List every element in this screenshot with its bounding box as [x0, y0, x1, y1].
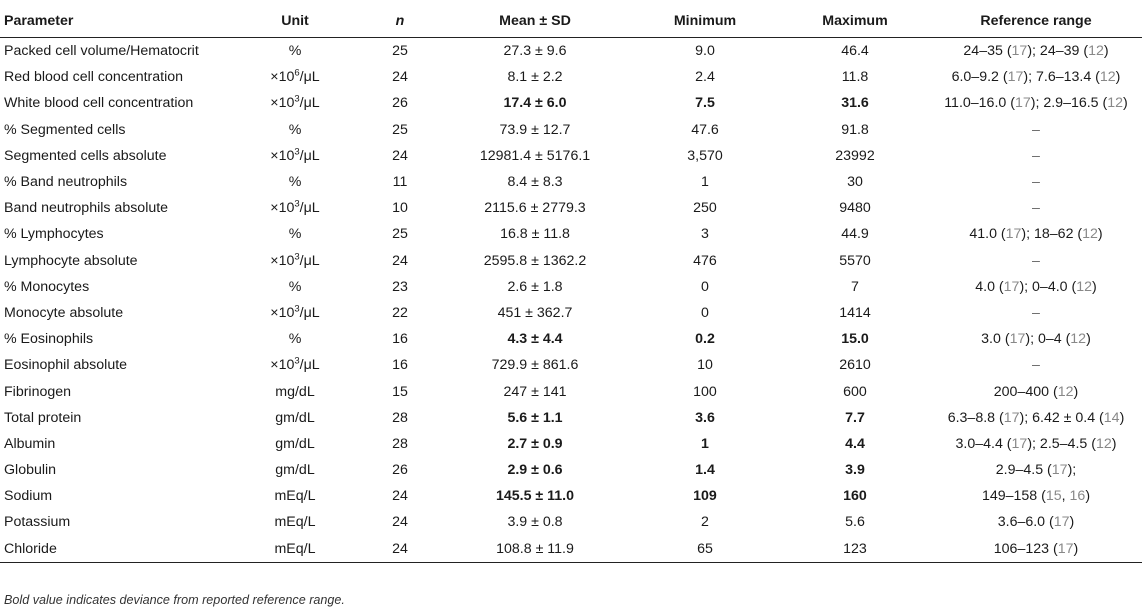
ref-citation: 17	[1011, 43, 1028, 60]
unit-suffix: /μL	[299, 95, 320, 112]
table-row	[0, 221, 1142, 247]
hematology-table	[0, 5, 1142, 563]
cell-maximum: 5570	[839, 252, 871, 269]
ref-text: 2.9–4.5 (	[995, 462, 1052, 479]
unit-prefix: ×10	[270, 69, 295, 86]
cell-mean-sd: 2.7 ± 0.9	[507, 435, 563, 452]
unit-suffix: /μL	[299, 357, 320, 374]
cell-minimum: 7.5	[695, 95, 715, 112]
cell-reference-range: –	[1032, 200, 1040, 217]
cell-reference-range: –	[1032, 121, 1040, 138]
cell-n: 24	[392, 514, 408, 531]
ref-text: )	[1086, 331, 1091, 348]
ref-text: ,	[1061, 488, 1070, 505]
cell-maximum: 1414	[839, 304, 871, 321]
unit-exponent: 6	[294, 67, 300, 79]
table-row	[0, 248, 1142, 274]
ref-text: )	[1123, 95, 1128, 112]
cell-parameter: Monocyte absolute	[4, 304, 124, 321]
cell-maximum: 600	[843, 383, 867, 400]
cell-parameter: Fibrinogen	[4, 383, 72, 400]
cell-mean-sd: 5.6 ± 1.1	[507, 409, 563, 426]
ref-text: 200–400 (	[993, 383, 1058, 400]
cell-reference-range: –	[1032, 304, 1040, 321]
cell-minimum: 47.6	[691, 121, 719, 138]
cell-n: 24	[392, 69, 408, 86]
ref-citation: 12	[1082, 226, 1098, 243]
cell-maximum: 23992	[835, 147, 875, 164]
cell-maximum: 7	[851, 278, 859, 295]
cell-n: 24	[360, 536, 440, 563]
ref-text: ); 7.6–13.4 (	[1023, 69, 1100, 86]
cell-maximum: 3.9	[845, 462, 865, 479]
cell-unit	[230, 300, 360, 326]
col-header-unit: Unit	[230, 5, 360, 38]
cell-maximum: 30	[847, 174, 863, 191]
col-header-minimum: Minimum	[630, 5, 780, 38]
ref-text: ); 6.42 ± 0.4 (	[1019, 409, 1104, 426]
ref-citation: 17	[1005, 226, 1022, 243]
table-row	[0, 536, 1142, 563]
cell-unit: %	[288, 174, 302, 191]
table-row	[0, 117, 1142, 143]
cell-mean-sd: 451 ± 362.7	[497, 304, 573, 321]
cell-minimum: 9.0	[695, 43, 715, 60]
ref-citation: 17	[1011, 435, 1028, 452]
cell-minimum: 250	[693, 200, 717, 217]
cell-maximum: 7.7	[845, 409, 865, 426]
unit-suffix: /μL	[299, 69, 320, 86]
cell-mean-sd: 145.5 ± 11.0	[495, 488, 574, 505]
cell-maximum: 31.6	[841, 95, 869, 112]
cell-unit: gm/dL	[275, 435, 315, 452]
cell-maximum: 91.8	[841, 121, 869, 138]
ref-text: )	[1073, 540, 1079, 557]
table-row	[0, 352, 1142, 378]
cell-unit: mEq/L	[230, 536, 360, 563]
col-header-maximum: Maximum	[780, 5, 930, 38]
table-row	[0, 64, 1142, 90]
cell-minimum: 1.4	[695, 462, 715, 479]
ref-text: ); 18–62 (	[1021, 226, 1083, 243]
unit-exponent: 3	[294, 198, 300, 210]
cell-n: 26	[392, 95, 408, 112]
cell-unit: mEq/L	[274, 514, 316, 531]
ref-citation: 17	[1003, 278, 1020, 295]
cell-n: 24	[392, 252, 408, 269]
cell-parameter: % Monocytes	[4, 278, 90, 295]
ref-text: )	[1069, 514, 1075, 531]
ref-citation: 16	[1069, 488, 1086, 505]
cell-reference-range	[930, 405, 1142, 431]
cell-n: 22	[392, 304, 408, 321]
cell-maximum: 11.8	[841, 69, 869, 86]
cell-n: 25	[392, 226, 408, 243]
cell-minimum: 2.4	[695, 69, 715, 86]
cell-minimum: 100	[693, 383, 717, 400]
ref-citation: 12	[1070, 331, 1087, 348]
unit-exponent: 3	[294, 146, 300, 158]
col-header-n: n	[360, 5, 440, 38]
ref-text: 3.6–6.0 (	[997, 514, 1054, 531]
ref-citation: 12	[1057, 383, 1074, 400]
unit-prefix: ×10	[270, 304, 295, 321]
cell-unit: mg/dL	[275, 383, 315, 400]
ref-citation: 12	[1095, 435, 1112, 452]
cell-unit: gm/dL	[275, 462, 315, 479]
ref-citation: 17	[1009, 331, 1026, 348]
unit-prefix: ×10	[270, 147, 295, 164]
cell-parameter: Chloride	[0, 536, 230, 563]
cell-minimum: 109	[693, 488, 717, 505]
unit-exponent: 3	[294, 250, 300, 262]
cell-minimum: 0	[701, 304, 709, 321]
ref-text: ); 2.5–4.5 (	[1027, 435, 1096, 452]
cell-minimum: 65	[630, 536, 780, 563]
ref-text: 6.0–9.2 (	[951, 69, 1008, 86]
cell-mean-sd: 2595.8 ± 1362.2	[483, 252, 587, 269]
ref-text: 106–123 (	[993, 540, 1058, 557]
cell-parameter: % Segmented cells	[4, 121, 126, 138]
cell-n: 24	[392, 488, 408, 505]
cell-mean-sd: 17.4 ± 6.0	[503, 95, 567, 112]
cell-unit: %	[288, 121, 302, 138]
cell-parameter: Packed cell volume/Hematocrit	[4, 43, 199, 60]
cell-mean-sd: 108.8 ± 11.9	[440, 536, 630, 563]
cell-mean-sd: 27.3 ± 9.6	[503, 43, 567, 60]
cell-maximum: 9480	[839, 200, 871, 217]
cell-parameter: Segmented cells absolute	[4, 147, 167, 164]
cell-mean-sd: 247 ± 141	[503, 383, 567, 400]
cell-reference-range	[930, 483, 1142, 509]
cell-reference-range	[930, 38, 1142, 65]
table-row	[0, 483, 1142, 509]
unit-suffix: /μL	[299, 200, 320, 217]
cell-reference-range	[930, 326, 1142, 352]
ref-text: ); 0–4.0 (	[1019, 278, 1077, 295]
unit-prefix: ×10	[270, 200, 295, 217]
table-row	[0, 274, 1142, 300]
ref-text: )	[1103, 43, 1109, 60]
cell-minimum: 0.2	[695, 331, 715, 348]
ref-text: )	[1119, 409, 1125, 426]
ref-text: )	[1085, 488, 1091, 505]
unit-suffix: /μL	[299, 304, 320, 321]
ref-text: ); 0–4 (	[1025, 331, 1071, 348]
table-row	[0, 378, 1142, 404]
ref-text: );	[1067, 462, 1077, 479]
cell-mean-sd: 8.4 ± 8.3	[507, 174, 563, 191]
ref-citation: 14	[1103, 409, 1120, 426]
cell-maximum: 46.4	[841, 43, 869, 60]
ref-citation: 17	[1014, 95, 1031, 112]
cell-n: 16	[392, 357, 408, 374]
cell-n: 11	[392, 174, 408, 191]
ref-text: 6.3–8.8 (	[947, 409, 1004, 426]
ref-text: )	[1115, 69, 1121, 86]
table-footnote: Bold value indicates deviance from reported reference range.	[4, 593, 345, 607]
table-header-row	[0, 5, 1142, 38]
ref-citation: 12	[1107, 95, 1124, 112]
cell-unit: mEq/L	[274, 488, 316, 505]
cell-reference-range	[930, 274, 1142, 300]
cell-reference-range: –	[1032, 174, 1040, 191]
cell-minimum: 0	[701, 278, 709, 295]
table-row	[0, 38, 1142, 65]
table-row	[0, 405, 1142, 431]
unit-suffix: /μL	[299, 252, 320, 269]
cell-minimum: 1	[701, 174, 709, 191]
unit-exponent: 3	[294, 355, 300, 367]
cell-maximum: 2610	[839, 357, 871, 374]
cell-n: 25	[392, 43, 408, 60]
cell-parameter: Lymphocyte absolute	[4, 252, 138, 269]
cell-mean-sd: 2.9 ± 0.6	[507, 462, 563, 479]
cell-unit	[230, 90, 360, 116]
ref-text: 3.0 (	[981, 331, 1010, 348]
cell-mean-sd: 8.1 ± 2.2	[507, 69, 563, 86]
cell-parameter: Total protein	[4, 409, 82, 426]
ref-text: 24–35 (	[963, 43, 1012, 60]
table-row	[0, 457, 1142, 483]
cell-unit: %	[288, 43, 302, 60]
cell-parameter: % Lymphocytes	[4, 226, 104, 243]
cell-maximum: 160	[843, 488, 867, 505]
cell-reference-range: –	[1032, 252, 1040, 269]
ref-text: 149–158 (	[981, 488, 1046, 505]
cell-n: 25	[392, 121, 408, 138]
cell-mean-sd: 729.9 ± 861.6	[491, 357, 579, 374]
cell-reference-range	[930, 536, 1142, 563]
cell-unit: %	[288, 278, 302, 295]
cell-maximum: 4.4	[845, 435, 865, 452]
cell-unit	[230, 64, 360, 90]
table-row	[0, 300, 1142, 326]
table-row	[0, 169, 1142, 195]
cell-unit	[230, 195, 360, 221]
cell-n: 10	[392, 200, 408, 217]
col-header-mean-sd: Mean ± SD	[440, 5, 630, 38]
ref-citation: 17	[1053, 514, 1070, 531]
cell-unit: %	[288, 331, 302, 348]
cell-reference-range	[930, 509, 1142, 535]
ref-citation: 17	[1051, 462, 1068, 479]
cell-reference-range: –	[1032, 147, 1040, 164]
ref-citation: 12	[1088, 43, 1104, 60]
cell-n: 23	[392, 278, 408, 295]
cell-reference-range: –	[1032, 357, 1040, 374]
table-row	[0, 431, 1142, 457]
cell-unit: %	[288, 226, 302, 243]
ref-text: ); 2.9–16.5 (	[1030, 95, 1108, 112]
unit-prefix: ×10	[270, 95, 295, 112]
unit-suffix: /μL	[299, 147, 320, 164]
cell-parameter: Potassium	[4, 514, 71, 531]
cell-mean-sd: 12981.4 ± 5176.1	[479, 147, 591, 164]
ref-text: 4.0 (	[975, 278, 1004, 295]
col-header-parameter: Parameter	[0, 5, 230, 38]
ref-citation: 17	[1003, 409, 1020, 426]
cell-n: 26	[392, 462, 408, 479]
cell-n: 28	[392, 409, 408, 426]
cell-unit: gm/dL	[275, 409, 315, 426]
cell-mean-sd: 16.8 ± 11.8	[500, 226, 570, 243]
cell-minimum: 3	[701, 226, 709, 243]
cell-minimum: 3,570	[687, 147, 723, 164]
cell-parameter: Globulin	[4, 462, 57, 479]
unit-prefix: ×10	[270, 357, 295, 374]
cell-parameter: Eosinophil absolute	[4, 357, 128, 374]
cell-minimum: 476	[693, 252, 717, 269]
ref-citation: 12	[1099, 69, 1116, 86]
cell-maximum: 5.6	[845, 514, 865, 531]
cell-parameter: Red blood cell concentration	[4, 69, 184, 86]
unit-prefix: ×10	[270, 252, 295, 269]
ref-text: 41.0 (	[969, 226, 1006, 243]
cell-reference-range	[930, 431, 1142, 457]
cell-minimum: 1	[701, 435, 709, 452]
cell-mean-sd: 4.3 ± 4.4	[507, 331, 563, 348]
cell-unit	[230, 352, 360, 378]
table-row	[0, 509, 1142, 535]
cell-reference-range	[930, 64, 1142, 90]
cell-maximum: 15.0	[841, 331, 869, 348]
cell-reference-range	[930, 457, 1142, 483]
cell-mean-sd: 73.9 ± 12.7	[499, 121, 571, 138]
col-header-reference-range: Reference range	[930, 5, 1142, 38]
unit-exponent: 3	[294, 93, 300, 105]
ref-text: )	[1073, 383, 1079, 400]
cell-minimum: 3.6	[695, 409, 715, 426]
ref-text: )	[1097, 226, 1103, 243]
ref-citation: 12	[1076, 278, 1092, 295]
table-row	[0, 326, 1142, 352]
cell-minimum: 10	[697, 357, 713, 374]
ref-text: )	[1111, 435, 1117, 452]
cell-maximum: 44.9	[841, 226, 869, 243]
cell-minimum: 2	[701, 514, 709, 531]
cell-unit	[230, 143, 360, 169]
ref-citation: 17	[1007, 69, 1024, 86]
cell-n: 24	[392, 147, 408, 164]
cell-n: 15	[392, 383, 408, 400]
ref-text: )	[1092, 278, 1097, 295]
ref-text: 11.0–16.0 (	[944, 95, 1015, 112]
cell-reference-range	[930, 90, 1142, 116]
cell-parameter: White blood cell concentration	[4, 95, 194, 112]
cell-parameter: % Band neutrophils	[4, 174, 128, 191]
cell-parameter: Band neutrophils absolute	[4, 200, 169, 217]
table-row	[0, 195, 1142, 221]
cell-reference-range	[930, 378, 1142, 404]
cell-mean-sd: 2115.6 ± 2779.3	[484, 200, 586, 217]
cell-n: 16	[392, 331, 408, 348]
cell-n: 28	[392, 435, 408, 452]
cell-reference-range	[930, 221, 1142, 247]
cell-parameter: Sodium	[4, 488, 53, 505]
cell-parameter: % Eosinophils	[4, 331, 94, 348]
cell-mean-sd: 2.6 ± 1.8	[507, 278, 563, 295]
unit-exponent: 3	[294, 303, 300, 315]
cell-unit	[230, 248, 360, 274]
ref-text: 3.0–4.4 (	[955, 435, 1012, 452]
cell-parameter: Albumin	[4, 435, 56, 452]
table-row	[0, 90, 1142, 116]
ref-citation: 17	[1057, 540, 1074, 557]
ref-citation: 15	[1045, 488, 1062, 505]
table-row	[0, 143, 1142, 169]
cell-mean-sd: 3.9 ± 0.8	[507, 514, 563, 531]
cell-maximum: 123	[780, 536, 930, 563]
ref-text: ); 24–39 (	[1027, 43, 1089, 60]
